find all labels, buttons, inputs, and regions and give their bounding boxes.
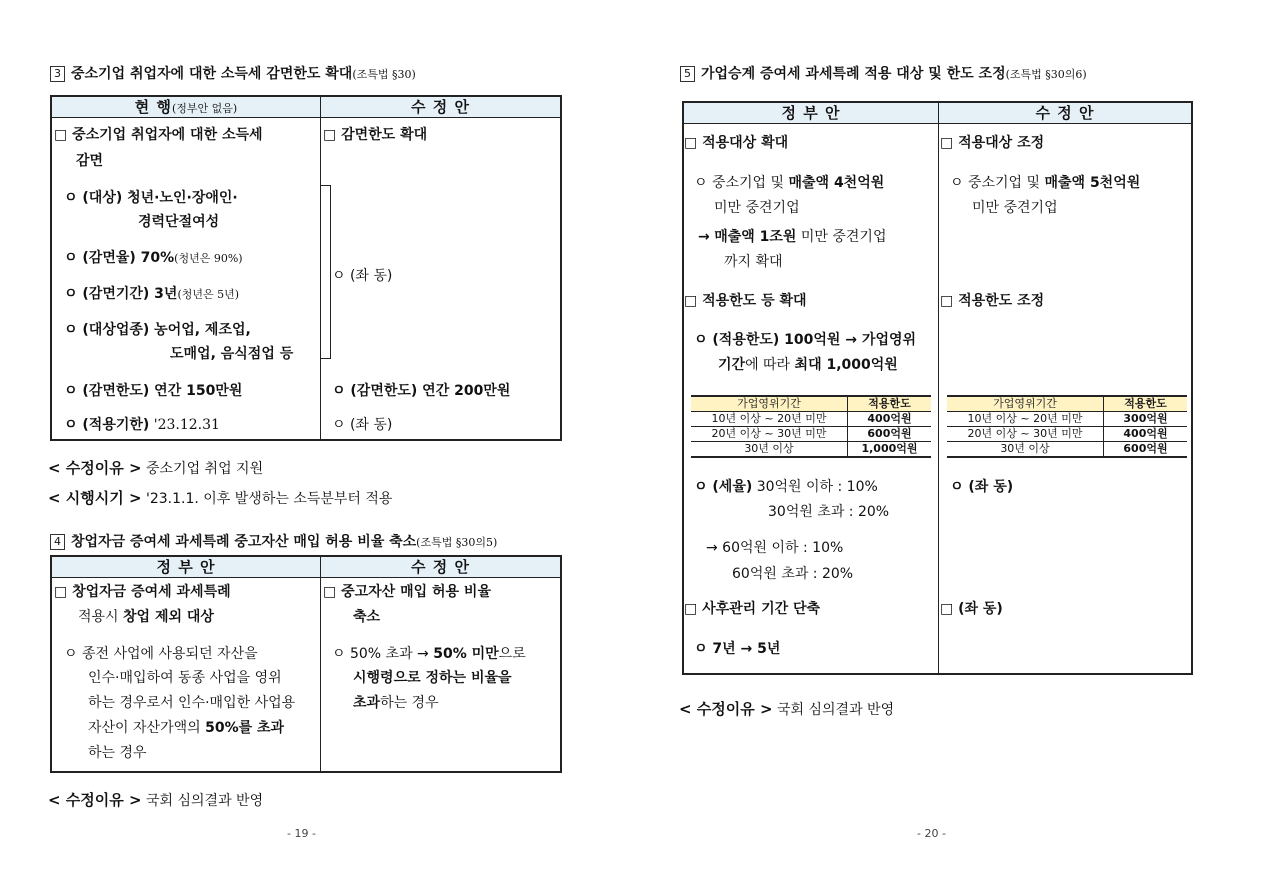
revised-main-cont: 축소 [353, 609, 381, 625]
revised-scope-line-2: 미만 중견기업 [972, 200, 1058, 216]
gov-limit-line-2: 기간에 따라 최대 1,000억원 [718, 357, 898, 373]
page-number-20: - 20 - [917, 827, 946, 840]
table-row [947, 412, 1187, 427]
revised-line-2: 시행령으로 정하는 비율을 [353, 670, 512, 686]
section-number: 5 [680, 66, 695, 82]
gov-tax-line-4: 60억원 초과 : 20% [732, 566, 854, 582]
table-cell: 400억원 [848, 412, 932, 427]
table-row [691, 442, 931, 458]
bracket [320, 185, 331, 359]
table-cell: 10년 이상 ~ 20년 미만 [691, 412, 848, 427]
section-3-reason: < 수정이유 > 중소기업 취업 지원 [48, 459, 264, 477]
table-header-row [947, 396, 1187, 412]
table-cell: 300억원 [1104, 412, 1188, 427]
gov-scope-line-1: ㅇ 중소기업 및 매출액 4천억원 [694, 175, 885, 191]
section-3-table [50, 95, 562, 441]
law-reference: (조특법 §30의5) [416, 536, 498, 549]
gov-scope-line-4: 까지 확대 [724, 254, 783, 270]
gov-line-2: 인수·매입하여 동종 사업을 영위 [88, 670, 282, 686]
revised-limit: ㅇ (감면한도) 연간 200만원 [332, 383, 511, 399]
gov-post-line-1: ㅇ 7년 → 5년 [694, 641, 781, 657]
revised-limit: □ 적용한도 조정 [940, 293, 1045, 309]
section-5-table [682, 101, 1193, 675]
current-target: ㅇ (대상) 청년·노인·장애인· [64, 190, 238, 206]
header-revised: 수 정 안 [939, 103, 1191, 124]
section-number: 3 [50, 66, 65, 82]
table-header-cell: 가업영위기간 [691, 396, 848, 412]
table-cell: 30년 이상 [691, 442, 848, 458]
revised-scope: □ 적용대상 조정 [940, 135, 1045, 151]
table-cell: 600억원 [1104, 442, 1188, 458]
revised-line-3: 초과하는 경우 [353, 695, 439, 711]
gov-tax-line-2: 30억원 초과 : 20% [768, 504, 890, 520]
law-reference: (조특법 §30) [352, 68, 416, 81]
current-limit: ㅇ (감면한도) 연간 150만원 [64, 383, 243, 399]
revised-same: ㅇ (좌 동) [332, 268, 393, 284]
section-4-title [50, 531, 497, 551]
table-cell: 1,000억원 [848, 442, 932, 458]
table-header-cell: 적용한도 [1104, 396, 1188, 412]
gov-tax-line-3: → 60억원 이하 : 10% [706, 540, 844, 556]
gov-limit: □ 적용한도 등 확대 [684, 293, 807, 309]
section-title-text: 창업자금 증여세 과세특례 중고자산 매입 허용 비율 축소 [71, 534, 417, 550]
section-number: 4 [50, 534, 65, 550]
section-title-text: 중소기업 취업자에 대한 소득세 감면한도 확대 [71, 66, 353, 82]
section-3-title [50, 63, 416, 83]
table-header-row [691, 396, 931, 412]
section-5-reason: < 수정이유 > 국회 심의결과 반영 [679, 700, 895, 718]
section-4-table [50, 555, 562, 773]
gov-scope: □ 적용대상 확대 [684, 135, 789, 151]
table-cell: 10년 이상 ~ 20년 미만 [947, 412, 1104, 427]
column-divider [938, 103, 939, 673]
gov-tax-line-1: ㅇ (세율) 30억원 이하 : 10% [694, 479, 878, 495]
gov-line-5: 하는 경우 [88, 745, 147, 761]
gov-line-1: ㅇ 종전 사업에 사용되던 자산을 [64, 646, 258, 662]
gov-limit-table [691, 395, 931, 458]
current-rate: ㅇ (감면율) 70%(청년은 90%) [64, 250, 243, 266]
gov-post: □ 사후관리 기간 단축 [684, 601, 821, 617]
gov-main: □ 창업자금 증여세 과세특례 [54, 584, 231, 600]
gov-line-4: 자산이 자산가액의 50%를 초과 [88, 720, 285, 736]
table-header-cell: 적용한도 [848, 396, 932, 412]
revised-tax: ㅇ (좌 동) [950, 479, 1014, 495]
revised-post: □ (좌 동) [940, 601, 1003, 617]
revised-limit-table [947, 395, 1187, 458]
gov-scope-line-2: 미만 중견기업 [714, 200, 800, 216]
table-cell: 30년 이상 [947, 442, 1104, 458]
section-5-title [680, 63, 1087, 83]
table-cell: 600억원 [848, 427, 932, 442]
current-target-cont: 경력단절여성 [138, 214, 220, 230]
section-title-text: 가업승계 증여세 과세특례 적용 대상 및 한도 조정 [701, 66, 1006, 82]
header-revised: 수 정 안 [321, 557, 560, 578]
revised-line-1: ㅇ 50% 초과 → 50% 미만으로 [332, 646, 526, 662]
current-main: □ 중소기업 취업자에 대한 소득세 [54, 127, 263, 143]
section-3-effective: < 시행시기 > '23.1.1. 이후 발생하는 소득분부터 적용 [48, 489, 393, 507]
gov-scope-line-3: → 매출액 1조원 미만 중견기업 [698, 229, 887, 245]
table-cell: 20년 이상 ~ 30년 미만 [947, 427, 1104, 442]
revised-main: □ 중고자산 매입 허용 비율 [323, 584, 491, 600]
law-reference: (조특법 §30의6) [1005, 68, 1087, 81]
revised-scope-line-1: ㅇ 중소기업 및 매출액 5천억원 [950, 175, 1141, 191]
section-4-reason: < 수정이유 > 국회 심의결과 반영 [48, 791, 264, 809]
table-row [947, 442, 1187, 458]
table-header-cell: 가업영위기간 [947, 396, 1104, 412]
table-cell: 20년 이상 ~ 30년 미만 [691, 427, 848, 442]
current-industry: ㅇ (대상업종) 농어업, 제조업, [64, 322, 251, 338]
page-number-19: - 19 - [287, 827, 316, 840]
table-row [947, 427, 1187, 442]
current-main-cont: 감면 [76, 153, 104, 169]
gov-main-cont: 적용시 창업 제외 대상 [78, 609, 214, 625]
column-divider [320, 557, 321, 771]
table-cell: 400억원 [1104, 427, 1188, 442]
revised-deadline: ㅇ (좌 동) [332, 417, 393, 433]
current-deadline: ㅇ (적용기한) '23.12.31 [64, 417, 220, 433]
current-industry-cont: 도매업, 음식점업 등 [170, 346, 294, 362]
header-gov: 정 부 안 [52, 557, 320, 578]
current-period: ㅇ (감면기간) 3년(청년은 5년) [64, 286, 240, 302]
gov-limit-line-1: ㅇ (적용한도) 100억원 → 가업영위 [694, 332, 917, 348]
revised-main: □ 감면한도 확대 [323, 127, 428, 143]
header-current: 현 행(정부안 없음) [52, 97, 320, 118]
header-revised: 수 정 안 [321, 97, 560, 118]
table-row [691, 412, 931, 427]
table-row [691, 427, 931, 442]
gov-line-3: 하는 경우로서 인수·매입한 사업용 [88, 695, 296, 711]
header-gov: 정 부 안 [684, 103, 938, 124]
